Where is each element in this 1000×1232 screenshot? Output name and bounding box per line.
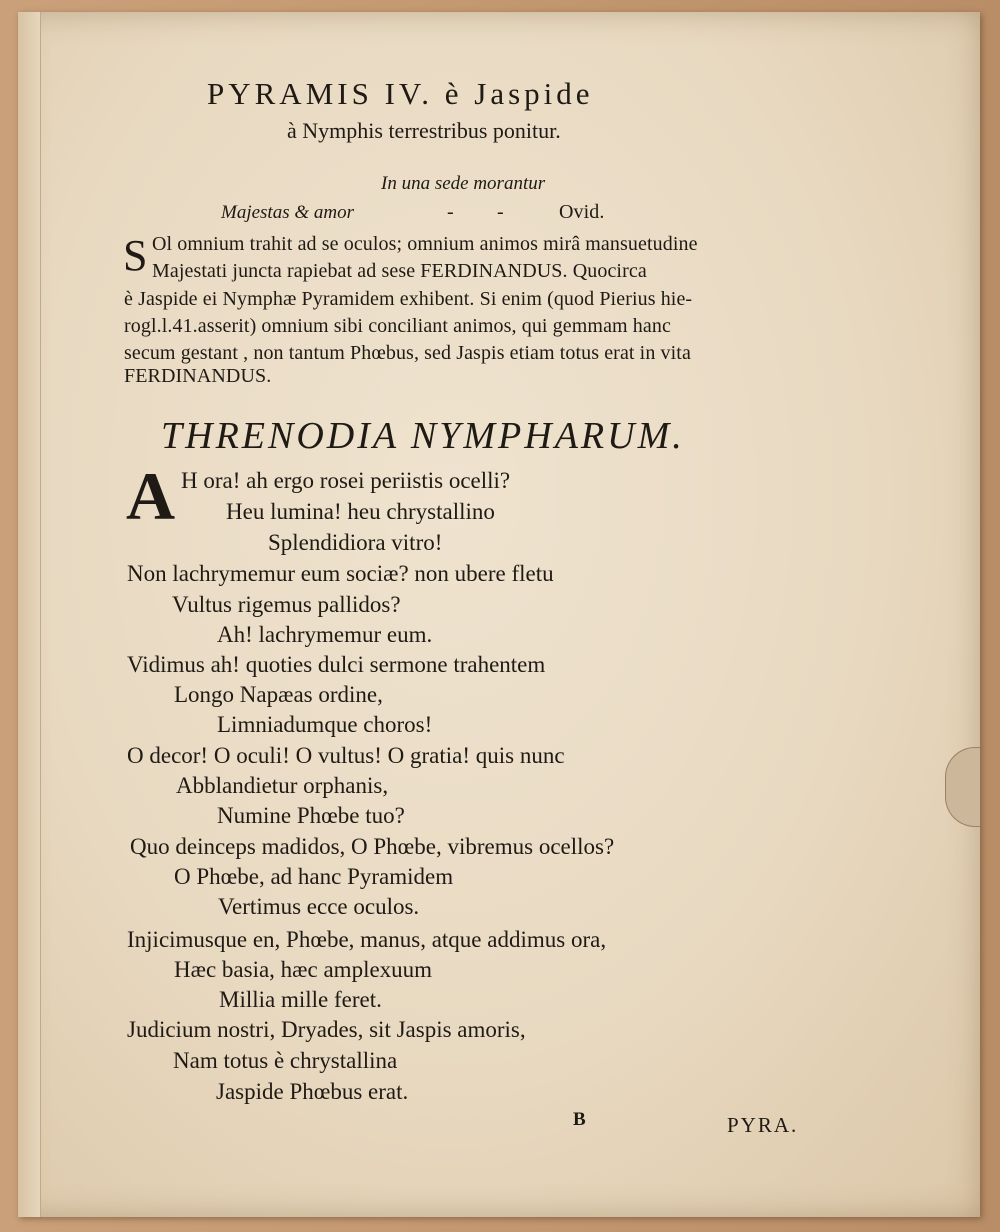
poem-title: THRENODIA NYMPHARUM. xyxy=(161,415,685,457)
poem-line: Nam totus è chrystallina xyxy=(173,1048,398,1073)
poem-line: Hæc basia, hæc amplexuum xyxy=(174,957,433,982)
poem-line: O decor! O oculi! O vultus! O gratia! quis nunc xyxy=(127,743,565,768)
poem-line: H ora! ah ergo rosei periistis ocelli? xyxy=(181,468,511,493)
prose-initial: S xyxy=(123,231,148,280)
poem-initial: A xyxy=(126,458,176,534)
prose-line: secum gestant , non tantum Phœbus, sed Jaspis etiam totus erat in vita xyxy=(124,342,691,364)
poem-line: Heu lumina! heu chrystallino xyxy=(226,499,495,524)
prose-line: rogl.l.41.asserit) omnium sibi conciliant animos, qui gemmam hanc xyxy=(124,315,671,337)
signature-mark: B xyxy=(573,1109,586,1130)
motto-line-1: In una sede morantur xyxy=(381,173,546,194)
poem-line: Numine Phœbe tuo? xyxy=(217,803,405,828)
poem-line: Vidimus ah! quoties dulci sermone trahentem xyxy=(127,652,546,677)
page-subtitle: à Nymphis terrestribus ponitur. xyxy=(287,118,561,143)
page-title: PYRAMIS IV. è Jaspide xyxy=(207,76,594,111)
poem-line: Splendidiora vitro! xyxy=(268,530,443,555)
poem-line: Ah! lachrymemur eum. xyxy=(217,622,433,647)
poem-line: Longo Napæas ordine, xyxy=(174,682,383,707)
page-tab xyxy=(945,747,980,827)
poem-line: Abblandietur orphanis, xyxy=(176,773,389,798)
poem-line: Judicium nostri, Dryades, sit Jaspis amoris, xyxy=(127,1017,526,1042)
motto-author: Ovid. xyxy=(559,201,605,223)
motto-line-2: Majestas & amor xyxy=(221,202,354,223)
poem-line: Quo deinceps madidos, O Phœbe, vibremus ocellos? xyxy=(130,834,615,859)
poem-line: Jaspide Phœbus erat. xyxy=(216,1079,409,1104)
prose-line: FERDINANDUS. xyxy=(124,365,272,387)
poem-line: Limniadumque choros! xyxy=(217,712,433,737)
poem-line: Millia mille feret. xyxy=(219,987,382,1012)
prose-line: Majestati juncta rapiebat ad sese FERDINANDUS. Quocirca xyxy=(152,260,647,282)
poem-line: Injicimusque en, Phœbe, manus, atque addimus ora, xyxy=(127,927,607,952)
poem-line: Vultus rigemus pallidos? xyxy=(172,592,401,617)
poem-line: Non lachrymemur eum sociæ? non ubere fletu xyxy=(127,561,554,586)
motto-dash: - xyxy=(497,201,504,223)
binding-edge xyxy=(18,12,41,1217)
prose-line: Ol omnium trahit ad se oculos; omnium animos mirâ mansuetudine xyxy=(152,233,698,255)
poem-line: Vertimus ecce oculos. xyxy=(218,894,420,919)
prose-line: è Jaspide ei Nymphæ Pyramidem exhibent. Si enim (quod Pierius hie- xyxy=(124,288,693,310)
catchword: PYRA. xyxy=(727,1113,799,1137)
poem-line: O Phœbe, ad hanc Pyramidem xyxy=(174,864,454,889)
motto-dash: - xyxy=(447,201,454,223)
